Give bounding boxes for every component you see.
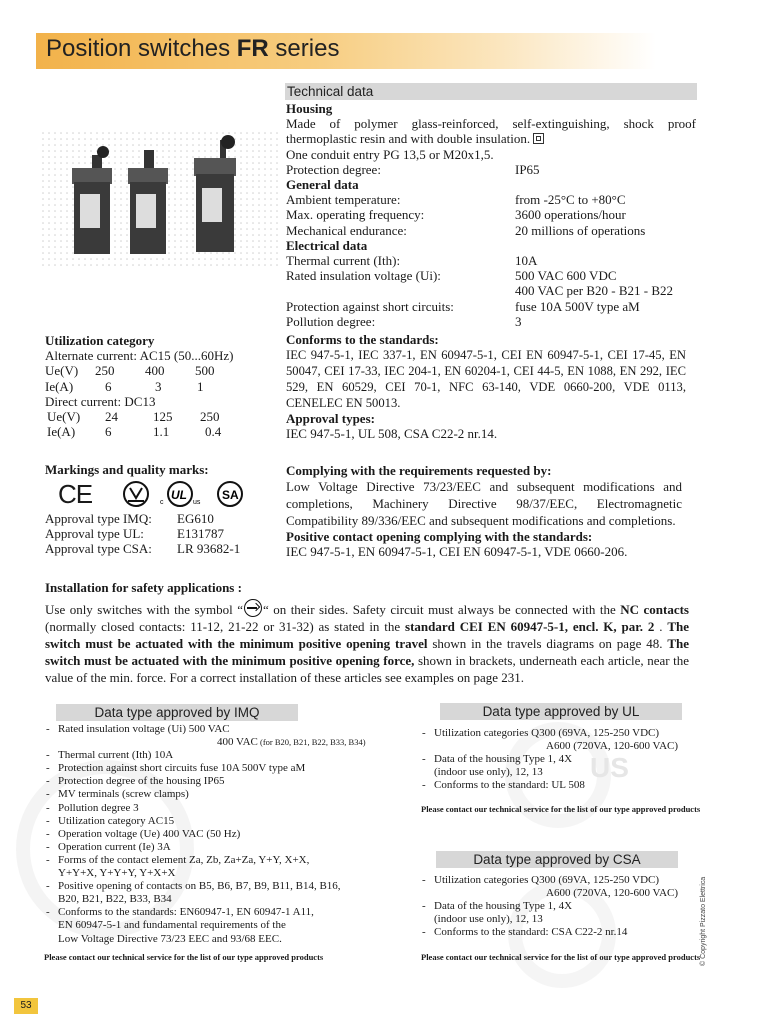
dc-voltage-row xyxy=(45,409,275,424)
page-title xyxy=(46,35,339,63)
ac-ie-1: 6 xyxy=(105,378,112,394)
dc-ie-3: 0.4 xyxy=(205,424,222,440)
dc-ue-1: 24 xyxy=(105,409,118,425)
imq-forms-text: Forms of the contact element Za, Zb, Za+Za, Y+Y, X+X, xyxy=(58,853,310,866)
imq-heading: Data type approved by IMQ xyxy=(56,704,298,721)
installation-text xyxy=(45,596,689,686)
installation-p6: shown in brackets, underneath each article, near the value of the min. force. For a correct installation of these articles see examples on page 231. xyxy=(45,653,690,685)
positive-opening-heading: Positive contact opening complying with the standards: xyxy=(286,529,593,545)
imq-approval-label: Approval type IMQ: xyxy=(45,511,152,526)
csa-approval-value: LR 93682-1 xyxy=(177,541,241,557)
svg-text:SA: SA xyxy=(222,488,239,502)
ul-item-housing xyxy=(420,753,710,779)
ac-ie-3: 1 xyxy=(197,378,204,394)
csa-item-conforms: - Conforms to the standard: CSA C22-2 nr.14 xyxy=(420,926,710,939)
dc-ue-3: 250 xyxy=(200,409,220,425)
utilization-block xyxy=(45,333,275,439)
imq-item-short: - Protection against short circuits fuse 10A 500V type aM xyxy=(44,762,404,775)
ac-ue-1: 250 xyxy=(95,363,115,379)
standards-block xyxy=(286,332,686,442)
conforms-heading: Conforms to the standards: xyxy=(286,332,439,347)
csa-approval-label: Approval type CSA: xyxy=(45,541,152,557)
imq-note: Please contact our technical service for the list of our type approved products xyxy=(44,952,324,962)
double-insulation-icon xyxy=(533,133,544,144)
quality-marks-icons xyxy=(120,480,250,510)
csa-housing-text: Data of the housing Type 1, 4X xyxy=(434,900,573,913)
imq-conforms-cont1: EN 60947-5-1 and fundamental requirements of the xyxy=(58,919,286,932)
conforms-text: IEC 947-5-1, IEC 337-1, EN 60947-5-1, CEI EN 60947-5-1, CEI 17-45, EN 50047, CEI 17-33, IEC 204-1, EN 60204-1, CEI 44-5, EN 1088, EN 292, IEC 529, EN 60529, CEI 70-1, NFC 63-140, VDE 0660-200, VDE 0113, CENELEC EN 50013. xyxy=(286,348,686,411)
ul-housing-text: Data of the housing Type 1, 4X xyxy=(434,753,573,766)
imq-logo-icon xyxy=(124,482,148,506)
imq-item-terminals: - MV terminals (screw clamps) xyxy=(44,788,404,801)
imq-list xyxy=(44,723,404,946)
csa-item-category xyxy=(420,874,710,900)
dc-category: Direct current: DC13 xyxy=(45,393,156,409)
dc-ie-1: 6 xyxy=(105,424,112,440)
imq-positive-cont: B20, B21, B22, B33, B34 xyxy=(58,893,172,906)
housing-text xyxy=(286,116,696,146)
imq-item-pollution: - Pollution degree 3 xyxy=(44,802,404,815)
ac-ue-2: 400 xyxy=(145,363,165,379)
title-series: FR xyxy=(236,35,269,62)
max-frequency-value: 3600 operations/hour xyxy=(515,207,626,223)
ul-note: Please contact our technical service for the list of our type approved products xyxy=(421,804,701,814)
imq-item-conforms xyxy=(44,906,404,945)
installation-heading: Installation for safety applications : xyxy=(45,580,242,595)
housing-heading: Housing xyxy=(286,101,333,116)
dc-ie-label: Ie(A) xyxy=(47,424,76,440)
imq-item-thermal: - Thermal current (Ith) 10A xyxy=(44,749,404,762)
approval-types-text: IEC 947-5-1, UL 508, CSA C22-2 nr.14. xyxy=(286,426,498,442)
csa-housing-cont: (indoor use only), 12, 13 xyxy=(434,913,543,926)
thermal-current-label: Thermal current (Ith): xyxy=(286,253,401,269)
markings-heading: Markings and quality marks: xyxy=(45,462,209,477)
csa-category-cont: A600 (720VA, 120-600 VAC) xyxy=(546,887,679,900)
ambient-label: Ambient temperature: xyxy=(286,192,401,208)
mechanical-endurance-label: Mechanical endurance: xyxy=(286,222,407,238)
imq-forms-cont: Y+Y+X, Y+Y+Y, Y+X+X xyxy=(58,867,176,880)
installation-block xyxy=(45,579,689,686)
protection-value: IP65 xyxy=(515,161,540,177)
imq-item-rated-text: Rated insulation voltage (Ui) 500 VAC xyxy=(58,723,230,735)
csa-logo-icon xyxy=(218,482,242,506)
page-number: 53 xyxy=(14,998,38,1014)
ul-item-category xyxy=(420,727,710,753)
imq-item-positive xyxy=(44,880,404,906)
dc-ie-2: 1.1 xyxy=(153,424,170,440)
title-prefix: Position switches xyxy=(46,35,237,62)
general-data-heading: General data xyxy=(286,177,359,193)
ul-item-conforms: - Conforms to the standard: UL 508 xyxy=(420,779,710,792)
installation-p1: Use only switches with the symbol “ xyxy=(45,602,243,617)
imq-item-current: - Operation current (Ie) 3A xyxy=(44,841,404,854)
rated-voltage-value-2: 400 VAC per B20 - B21 - B22 xyxy=(515,283,674,299)
ul-approval-label: Approval type UL: xyxy=(45,526,144,542)
thermal-current-value: 10A xyxy=(515,253,538,269)
conduit-text: One conduit entry PG 13,5 or M20x1,5. xyxy=(286,146,494,162)
page-title-band xyxy=(36,33,656,69)
dc-ue-label: Ue(V) xyxy=(47,409,81,425)
utilization-heading: Utilization category xyxy=(45,333,155,348)
installation-p2: “ on their sides. Safety circuit must always be connected with the xyxy=(262,602,621,617)
max-frequency-label: Max. operating frequency: xyxy=(286,207,425,223)
short-circuit-value: fuse 10A 500V type aM xyxy=(515,298,640,314)
positive-opening-text: IEC 947-5-1, EN 60947-5-1, CEI EN 60947-5-1, VDE 0660-206. xyxy=(286,544,628,560)
ul-list xyxy=(420,727,710,792)
ul-watermark-text: US xyxy=(590,752,629,783)
ce-mark-icon: CE xyxy=(58,479,93,509)
pollution-value: 3 xyxy=(515,313,522,329)
csa-heading: Data type approved by CSA xyxy=(436,851,678,868)
installation-p5: shown in the travels diagrams on page 48. xyxy=(427,636,668,651)
ac-ie-2: 3 xyxy=(155,378,162,394)
ul-approval-value: E131787 xyxy=(177,526,224,542)
approval-types-heading: Approval types: xyxy=(286,411,375,427)
product-photo xyxy=(40,130,280,270)
ac-voltage-row xyxy=(45,363,275,378)
copyright-text: © Copyright Pizzato Elettrica xyxy=(700,876,707,966)
installation-p4: . xyxy=(654,619,668,634)
imq-item-protection: - Protection degree of the housing IP65 xyxy=(44,775,404,788)
housing-description: Made of polymer glass-reinforced, self-extinguishing, shock proof thermoplastic resin and with double insulation. xyxy=(286,116,696,147)
imq-rated-cont: 400 VAC xyxy=(217,736,258,749)
imq-rated-cont-small: (for B20, B21, B22, B33, B34) xyxy=(257,737,366,748)
mechanical-endurance-value: 20 millions of operations xyxy=(515,222,646,238)
imq-conforms-cont2: Low Voltage Directive 73/23 EEC and 93/68 EEC. xyxy=(58,932,282,945)
imq-item-forms xyxy=(44,854,404,880)
svg-text:UL: UL xyxy=(171,488,187,502)
ul-category-text: Utilization categories Q300 (69VA, 125-250 VDC) xyxy=(434,727,660,739)
ul-category-cont: A600 (720VA, 120-600 VAC) xyxy=(546,740,679,753)
electrical-data-heading: Electrical data xyxy=(286,237,368,253)
ac-ie-label: Ie(A) xyxy=(45,378,74,394)
ul-housing-cont: (indoor use only), 12, 13 xyxy=(434,766,543,779)
imq-conforms-text: Conforms to the standards: EN60947-1, EN 60947-1 A11, xyxy=(58,906,314,919)
rated-voltage-label: Rated insulation voltage (Ui): xyxy=(286,268,441,284)
approval-list xyxy=(45,511,285,557)
imq-item-category: - Utilization category AC15 xyxy=(44,815,404,828)
rated-voltage-value: 500 VAC 600 VDC xyxy=(515,268,617,284)
ac-ue-3: 500 xyxy=(195,363,215,379)
installation-b2: The switch must be actuated with the minimum positive opening force, xyxy=(45,636,689,668)
installation-b1: The switch must be actuated with the minimum positive opening travel xyxy=(45,619,690,651)
ul-heading: Data type approved by UL xyxy=(440,703,682,720)
ambient-value: from -25°C to +80°C xyxy=(515,192,626,208)
technical-data-heading: Technical data xyxy=(285,83,697,100)
ac-ue-label: Ue(V) xyxy=(45,363,79,379)
svg-text:c: c xyxy=(160,499,164,506)
dc-ue-2: 125 xyxy=(153,409,173,425)
pollution-label: Pollution degree: xyxy=(286,313,376,329)
complying-text: Low Voltage Directive 73/23/EEC and subsequent modifications and completions, Machinery Directive 98/37/EEC, Electromagnetic Compatibility 89/336/EEC and subsequent modifications and completions. xyxy=(286,479,682,529)
csa-list xyxy=(420,874,710,939)
protection-label: Protection degree: xyxy=(286,161,381,177)
svg-text:us: us xyxy=(193,499,201,506)
positive-opening-symbol-icon xyxy=(244,599,262,617)
short-circuit-label: Protection against short circuits: xyxy=(286,298,454,314)
imq-item-voltage: - Operation voltage (Ue) 400 VAC (50 Hz) xyxy=(44,828,404,841)
csa-item-housing xyxy=(420,900,710,926)
title-suffix: series xyxy=(268,35,340,62)
complying-heading: Complying with the requirements requested by: xyxy=(286,463,552,478)
complying-block xyxy=(286,463,682,560)
imq-approval-value: EG610 xyxy=(177,511,214,526)
imq-positive-text: Positive opening of contacts on B5, B6, B7, B9, B11, B14, B16, xyxy=(58,880,341,893)
csa-note: Please contact our technical service for the list of our type approved products xyxy=(421,952,701,962)
installation-standard: standard CEI EN 60947-5-1, encl. K, par. 2 xyxy=(405,619,655,634)
imq-item-rated xyxy=(44,723,404,749)
technical-data-body xyxy=(286,101,696,329)
ac-category: Alternate current: AC15 (50...60Hz) xyxy=(45,348,234,364)
cul-us-logo-icon xyxy=(160,482,201,506)
installation-nc: NC contacts xyxy=(620,602,689,617)
ac-current-row xyxy=(45,379,275,394)
dc-current-row xyxy=(45,424,275,439)
csa-category-text: Utilization categories Q300 (69VA, 125-250 VDC) xyxy=(434,874,660,886)
installation-p3: (normally closed contacts: 11-12, 21-22 or 31-32) as stated in the xyxy=(45,619,406,634)
